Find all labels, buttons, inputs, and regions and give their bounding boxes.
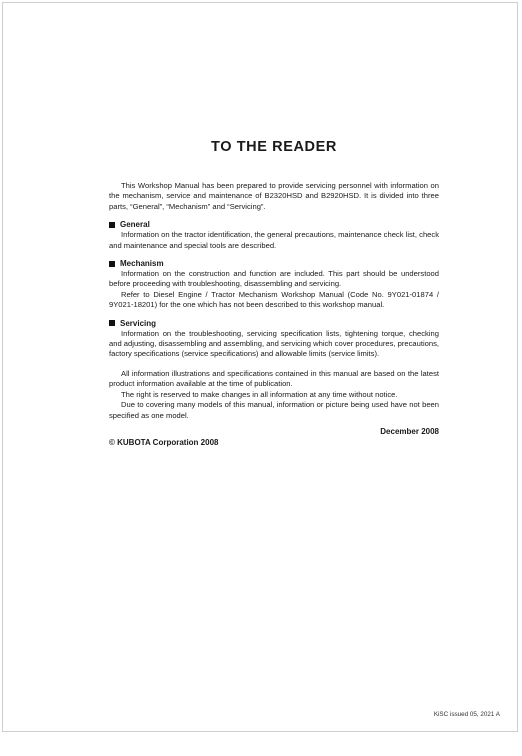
section-paragraph: Refer to Diesel Engine / Tractor Mechanism Workshop Manual (Code No. 9Y021-01874 / 9Y021-18201) for the one which has not been described to this workshop manual. bbox=[109, 289, 439, 310]
square-bullet-icon bbox=[109, 222, 115, 228]
section-heading bbox=[109, 219, 439, 230]
section-heading bbox=[109, 258, 439, 269]
section-heading-label: Mechanism bbox=[120, 259, 164, 269]
section-mechanism bbox=[109, 258, 439, 311]
note-paragraph: All information illustrations and specifications contained in this manual are based on the latest product information available at the time of publication. bbox=[109, 368, 439, 389]
square-bullet-icon bbox=[109, 320, 115, 326]
section-general bbox=[109, 219, 439, 251]
spacer bbox=[109, 360, 439, 369]
section-paragraph: Information on the tractor identification, the general precautions, maintenance check list, check and maintenance and special tools are described. bbox=[109, 230, 439, 250]
note-paragraph: The right is reserved to make changes in all information at any time without notice. bbox=[121, 389, 398, 399]
section-servicing bbox=[109, 318, 439, 360]
issue-footer: KiSC issued 05, 2021 A bbox=[433, 711, 500, 718]
page-title: TO THE READER bbox=[211, 139, 337, 155]
square-bullet-icon bbox=[109, 261, 115, 267]
section-heading bbox=[109, 318, 439, 329]
publication-date: December 2008 bbox=[380, 426, 439, 436]
section-paragraph: Information on the construction and function are included. This part should be understood before proceeding with troubleshooting, disassembling and servicing. bbox=[109, 269, 439, 289]
note-paragraph: Due to covering many models of this manual, information or picture being used have not been specified as one model. bbox=[109, 400, 439, 420]
section-paragraph: Information on the troubleshooting, servicing specification lists, tightening torque, checking and adjusting, disassembling and assembling, and servicing which cover procedures, precautions, factory specifications (service specifications) and allowable limits (service limits). bbox=[109, 328, 439, 359]
section-heading-label: General bbox=[120, 220, 150, 230]
intro-paragraph: This Workshop Manual has been prepared to provide servicing personnel with information on the mechanism, service and maintenance of B2320HSD and B2920HSD. It is divided into three parts, “General”, “Mechanism” and “Servicing”. bbox=[109, 181, 439, 211]
copyright-notice: © KUBOTA Corporation 2008 bbox=[109, 437, 219, 447]
section-heading-label: Servicing bbox=[120, 318, 157, 328]
document-body bbox=[109, 181, 439, 448]
